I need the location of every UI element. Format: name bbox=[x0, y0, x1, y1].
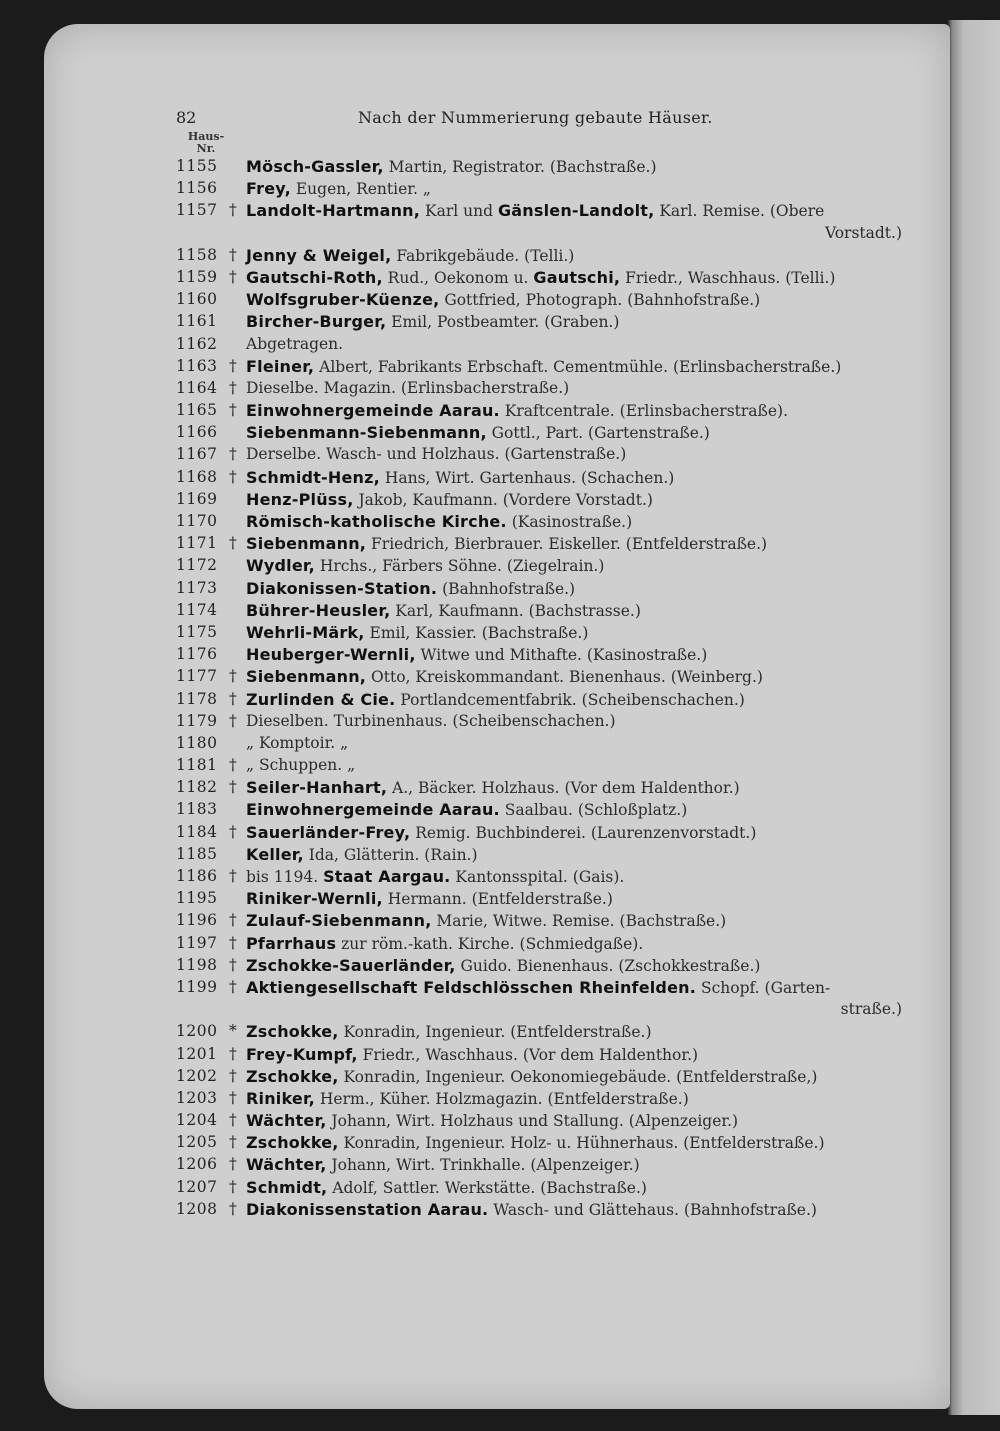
entry-mark: † bbox=[229, 1155, 237, 1174]
entry-details: Schopf. (Garten- bbox=[700, 978, 831, 997]
owner-name: Schmidt, bbox=[246, 1177, 328, 1197]
list-item bbox=[176, 1200, 910, 1222]
list-item bbox=[176, 867, 910, 889]
column-label-line2: Nr. bbox=[196, 142, 216, 155]
entry-details: Jakob, Kaufmann. (Vordere Vorstadt.) bbox=[358, 490, 653, 509]
house-number: 1178 bbox=[176, 689, 218, 708]
owner-name: Wehrli-Märk, bbox=[246, 622, 365, 642]
entry-text bbox=[246, 445, 626, 463]
house-number: 1197 bbox=[176, 933, 218, 952]
entry-text bbox=[246, 601, 641, 620]
list-item bbox=[176, 667, 910, 689]
house-number: 1168 bbox=[176, 467, 218, 486]
list-item bbox=[176, 934, 910, 956]
house-number: 1156 bbox=[176, 179, 218, 198]
entry-mark: † bbox=[229, 445, 237, 464]
list-item bbox=[176, 490, 910, 512]
house-number: 1167 bbox=[176, 445, 218, 464]
house-number: 1170 bbox=[176, 512, 218, 531]
list-item bbox=[176, 157, 910, 179]
owner-name: Zschokke-Sauerländer, bbox=[246, 955, 456, 975]
entry-mark: † bbox=[229, 356, 237, 375]
house-number: 1205 bbox=[176, 1133, 218, 1152]
house-number: 1182 bbox=[176, 778, 218, 797]
entry-details: Derselbe. Wasch- und Holzhaus. (Gartenstraße.) bbox=[246, 445, 627, 464]
entry-details: Hans, Wirt. Gartenhaus. (Schachen.) bbox=[384, 468, 675, 487]
entry-details: zur röm.-kath. Kirche. (Schmiedgaße). bbox=[341, 934, 644, 953]
entry-text bbox=[246, 1067, 817, 1086]
house-number: 1174 bbox=[176, 600, 218, 619]
list-item bbox=[176, 335, 910, 357]
house-number: 1159 bbox=[176, 267, 218, 286]
list-item bbox=[176, 911, 910, 933]
list-item bbox=[176, 623, 910, 645]
list-item bbox=[176, 956, 910, 978]
entry-details: Karl, Kaufmann. (Bachstrasse.) bbox=[395, 601, 641, 620]
entry-details: Konradin, Ingenieur. Oekonomiegebäude. (Entfelderstraße,) bbox=[343, 1067, 818, 1086]
house-list bbox=[176, 157, 910, 1222]
owner-name: Wächter, bbox=[246, 1155, 327, 1175]
entry-details: Eugen, Rentier. „ bbox=[295, 180, 431, 199]
house-number: 1186 bbox=[176, 867, 218, 886]
list-item bbox=[176, 690, 910, 712]
house-number: 1171 bbox=[176, 534, 218, 553]
owner-name: Siebenmann, bbox=[246, 534, 367, 554]
page-header bbox=[176, 108, 906, 128]
house-number: 1183 bbox=[176, 800, 218, 819]
house-number: 1157 bbox=[176, 201, 218, 220]
house-number: 1173 bbox=[176, 578, 218, 597]
house-number: 1158 bbox=[176, 245, 218, 264]
entry-details: Ida, Glätterin. (Rain.) bbox=[308, 845, 478, 864]
entry-details: Witwe und Mithafte. (Kasinostraße.) bbox=[420, 646, 708, 665]
list-item bbox=[176, 800, 910, 822]
owner-name: Aktiengesellschaft Feldschlösschen Rheinfelden. bbox=[246, 977, 697, 997]
entry-text bbox=[246, 579, 575, 598]
entry-details: (Kasinostraße.) bbox=[511, 513, 633, 532]
list-item bbox=[176, 823, 910, 845]
entry-mark: † bbox=[229, 1088, 237, 1107]
entry-text bbox=[246, 823, 756, 842]
entry-details: Fabrikgebäude. (Telli.) bbox=[396, 246, 575, 265]
entry-text bbox=[246, 889, 613, 908]
house-number: 1195 bbox=[176, 889, 218, 908]
owner-name: Zschokke, bbox=[246, 1022, 339, 1042]
entry-text bbox=[246, 756, 355, 774]
house-number: 1175 bbox=[176, 622, 218, 641]
entry-details: Remig. Buchbinderei. (Laurenzenvorstadt.) bbox=[415, 823, 757, 842]
owner-name: Diakonissen-Station. bbox=[246, 578, 438, 598]
owner-name: Zschokke, bbox=[246, 1066, 339, 1086]
list-item bbox=[176, 534, 910, 556]
entry-details: Guido. Bienenhaus. (Zschokkestraße.) bbox=[460, 956, 761, 975]
entry-text bbox=[246, 379, 569, 397]
entry-mark: † bbox=[229, 201, 237, 220]
entry-continuation: straße.) bbox=[840, 1000, 902, 1019]
list-item bbox=[176, 312, 910, 334]
house-number: 1169 bbox=[176, 489, 218, 508]
owner-name: Sauerländer-Frey, bbox=[246, 822, 411, 842]
entry-details: Friedrich, Bierbrauer. Eiskeller. (Entfelderstraße.) bbox=[371, 535, 768, 554]
list-item bbox=[176, 601, 910, 623]
entry-mark: † bbox=[229, 245, 237, 264]
entry-text bbox=[246, 1022, 652, 1041]
owner-name: Gautschi-Roth, bbox=[246, 267, 383, 287]
house-number: 1202 bbox=[176, 1066, 218, 1085]
entry-text bbox=[246, 157, 657, 176]
entry-details: Dieselben. Turbinenhaus. (Scheibenschachen.) bbox=[246, 711, 616, 730]
owner-name: Landolt-Hartmann, bbox=[246, 201, 421, 221]
entry-details: Dieselbe. Magazin. (Erlinsbacherstraße.) bbox=[246, 378, 570, 397]
entry-details: Saalbau. (Schloßplatz.) bbox=[504, 801, 688, 820]
entry-mark: † bbox=[229, 689, 237, 708]
list-item bbox=[176, 1067, 910, 1089]
entry-text bbox=[246, 1111, 738, 1130]
owner-name: Riniker-Wernli, bbox=[246, 889, 383, 909]
entry-text bbox=[246, 268, 835, 287]
list-item bbox=[176, 1155, 910, 1177]
owner-name: Keller, bbox=[246, 844, 304, 864]
entry-details: Johann, Wirt. Trinkhalle. (Alpenzeiger.) bbox=[331, 1156, 640, 1175]
owner-name: Wächter, bbox=[246, 1111, 327, 1131]
entry-details-secondary: Karl. Remise. (Obere bbox=[659, 202, 825, 221]
owner-name: Bührer-Heusler, bbox=[246, 600, 391, 620]
owner-name: Römisch-katholische Kirche. bbox=[246, 512, 507, 532]
list-item bbox=[176, 645, 910, 667]
owner-name: Siebenmann-Siebenmann, bbox=[246, 423, 487, 443]
entry-text bbox=[246, 1089, 689, 1108]
entry-mark: † bbox=[229, 955, 237, 974]
entry-text bbox=[246, 401, 788, 420]
list-item bbox=[176, 845, 910, 867]
entry-details: Hrchs., Färbers Söhne. (Ziegelrain.) bbox=[319, 557, 605, 576]
house-number: 1160 bbox=[176, 290, 218, 309]
entry-text bbox=[246, 690, 745, 709]
list-item bbox=[176, 978, 910, 1022]
entry-details: Marie, Witwe. Remise. (Bachstraße.) bbox=[436, 912, 727, 931]
owner-name: Zschokke, bbox=[246, 1133, 339, 1153]
entry-mark: † bbox=[229, 822, 237, 841]
entry-text bbox=[246, 1045, 698, 1064]
house-number: 1200 bbox=[176, 1022, 218, 1041]
list-item bbox=[176, 290, 910, 312]
column-label-house-number bbox=[180, 131, 232, 155]
entry-text bbox=[246, 512, 632, 531]
entry-text bbox=[246, 778, 740, 797]
entry-text bbox=[246, 734, 348, 752]
house-number: 1204 bbox=[176, 1111, 218, 1130]
house-number: 1206 bbox=[176, 1155, 218, 1174]
entry-details: Emil, Postbeamter. (Graben.) bbox=[391, 313, 620, 332]
entry-text bbox=[246, 1200, 817, 1219]
list-item bbox=[176, 401, 910, 423]
column-label-line1: Haus- bbox=[187, 130, 225, 143]
house-number: 1207 bbox=[176, 1177, 218, 1196]
entry-text bbox=[246, 911, 726, 930]
entry-mark: † bbox=[229, 711, 237, 730]
entry-mark: † bbox=[229, 378, 237, 397]
entry-details: Rud., Oekonom u. bbox=[387, 268, 534, 287]
entry-mark: † bbox=[229, 977, 237, 996]
house-number: 1161 bbox=[176, 312, 218, 331]
entry-mark: † bbox=[229, 1177, 237, 1196]
house-number: 1196 bbox=[176, 911, 218, 930]
owner-name: Bircher-Burger, bbox=[246, 312, 387, 332]
owner-name-secondary: Gautschi, bbox=[533, 267, 621, 287]
owner-name: Seiler-Hanhart, bbox=[246, 778, 388, 798]
entry-mark: † bbox=[229, 667, 237, 686]
entry-details: „ Schuppen. „ bbox=[246, 756, 356, 775]
list-item bbox=[176, 512, 910, 534]
list-item bbox=[176, 1089, 910, 1111]
entry-details: (Bahnhofstraße.) bbox=[442, 579, 576, 598]
house-number: 1172 bbox=[176, 556, 218, 575]
owner-name: Mösch-Gassler, bbox=[246, 157, 384, 176]
owner-name: Frey-Kumpf, bbox=[246, 1044, 358, 1064]
entry-details-secondary: Kantonsspital. (Gais). bbox=[455, 868, 625, 887]
entry-continuation: Vorstadt.) bbox=[824, 223, 902, 242]
entry-mark: † bbox=[229, 534, 237, 553]
entry-details: Herm., Küher. Holzmagazin. (Entfelderstraße.) bbox=[319, 1089, 689, 1108]
entry-details: A., Bäcker. Holzhaus. (Vor dem Haldenthor.) bbox=[392, 779, 740, 798]
entry-text bbox=[246, 934, 643, 953]
owner-name: Jenny & Weigel, bbox=[246, 245, 392, 265]
list-item bbox=[176, 379, 910, 401]
entry-details: Karl und bbox=[425, 202, 498, 221]
entry-details: Abgetragen. bbox=[246, 334, 344, 353]
list-item bbox=[176, 1111, 910, 1133]
owner-name: Diakonissenstation Aarau. bbox=[246, 1199, 489, 1219]
entry-details: Adolf, Sattler. Werkstätte. (Bachstraße.) bbox=[332, 1178, 647, 1197]
entry-mark: † bbox=[229, 1133, 237, 1152]
entry-mark: † bbox=[229, 778, 237, 797]
entry-text bbox=[246, 845, 478, 864]
house-number: 1179 bbox=[176, 711, 218, 730]
owner-name: Henz-Plüss, bbox=[246, 489, 354, 509]
list-item bbox=[176, 246, 910, 268]
entry-text bbox=[246, 867, 624, 886]
entry-text bbox=[246, 800, 687, 819]
house-number: 1155 bbox=[176, 157, 218, 175]
entry-mark: † bbox=[229, 401, 237, 420]
entry-text bbox=[246, 623, 588, 642]
entry-details: Gottfried, Photograph. (Bahnhofstraße.) bbox=[444, 291, 761, 310]
owner-name: Wolfsgruber-Küenze, bbox=[246, 290, 440, 310]
list-item bbox=[176, 268, 910, 290]
entry-mark: † bbox=[229, 911, 237, 930]
entry-text bbox=[246, 534, 767, 553]
owner-name: Frey, bbox=[246, 179, 291, 199]
house-number: 1198 bbox=[176, 955, 218, 974]
entry-text bbox=[246, 1178, 647, 1197]
entry-text bbox=[246, 468, 674, 487]
list-item bbox=[176, 468, 910, 490]
house-number: 1164 bbox=[176, 378, 218, 397]
house-number: 1199 bbox=[176, 977, 218, 996]
owner-name-secondary: Gänslen-Landolt, bbox=[497, 201, 655, 221]
owner-name: Riniker, bbox=[246, 1088, 315, 1108]
page-number: 82 bbox=[176, 108, 197, 127]
entry-text bbox=[246, 712, 616, 730]
entry-text bbox=[246, 357, 841, 376]
entry-mark: † bbox=[229, 1066, 237, 1085]
list-item bbox=[176, 1045, 910, 1067]
entry-text bbox=[246, 201, 824, 220]
entry-details: Emil, Kassier. (Bachstraße.) bbox=[369, 623, 589, 642]
entry-details: bis 1194. bbox=[246, 868, 324, 887]
house-number: 1203 bbox=[176, 1088, 218, 1107]
house-number: 1208 bbox=[176, 1199, 218, 1218]
entry-text bbox=[246, 423, 710, 442]
entry-details: Gottl., Part. (Gartenstraße.) bbox=[491, 424, 710, 443]
entry-details: Portlandcementfabrik. (Scheibenschachen.) bbox=[400, 690, 745, 709]
house-number: 1184 bbox=[176, 822, 218, 841]
list-item bbox=[176, 1022, 910, 1044]
entry-text bbox=[246, 1155, 640, 1174]
house-number: 1165 bbox=[176, 401, 218, 420]
entry-text bbox=[246, 978, 830, 997]
house-number: 1185 bbox=[176, 844, 218, 863]
entry-mark: † bbox=[229, 933, 237, 952]
entry-text bbox=[246, 179, 431, 198]
running-title: Nach der Nummerierung gebaute Häuser. bbox=[358, 108, 713, 127]
list-item bbox=[176, 734, 910, 756]
list-item bbox=[176, 357, 910, 379]
entry-text bbox=[246, 645, 707, 664]
entry-text bbox=[246, 956, 760, 975]
list-item bbox=[176, 1133, 910, 1155]
list-item bbox=[176, 423, 910, 445]
entry-details: Albert, Fabrikants Erbschaft. Cementmühle. (Erlinsbacherstraße.) bbox=[319, 357, 842, 376]
entry-mark: † bbox=[229, 867, 237, 886]
list-item bbox=[176, 756, 910, 778]
entry-mark: † bbox=[229, 1111, 237, 1130]
entry-details: Martin, Registrator. (Bachstraße.) bbox=[388, 158, 657, 176]
entry-details: Otto, Kreiskommandant. Bienenhaus. (Weinberg.) bbox=[371, 668, 763, 687]
list-item bbox=[176, 778, 910, 800]
entry-mark: * bbox=[229, 1022, 237, 1041]
list-item bbox=[176, 889, 910, 911]
entry-details: Hermann. (Entfelderstraße.) bbox=[387, 890, 613, 909]
list-item bbox=[176, 712, 910, 734]
owner-name: Siebenmann, bbox=[246, 667, 367, 687]
house-number: 1177 bbox=[176, 667, 218, 686]
entry-text bbox=[246, 335, 343, 353]
owner-name: Wydler, bbox=[246, 556, 315, 576]
owner-name: Zurlinden & Cie. bbox=[246, 689, 396, 709]
entry-mark: † bbox=[229, 267, 237, 286]
list-item bbox=[176, 201, 910, 245]
list-item bbox=[176, 556, 910, 578]
entry-details: Konradin, Ingenieur. (Entfelderstraße.) bbox=[343, 1023, 652, 1042]
entry-text bbox=[246, 667, 763, 686]
entry-mark: † bbox=[229, 1199, 237, 1218]
owner-name: Pfarrhaus bbox=[246, 933, 337, 953]
adjacent-page-edge bbox=[948, 20, 1000, 1415]
house-number: 1201 bbox=[176, 1044, 218, 1063]
entry-details: Kraftcentrale. (Erlinsbacherstraße). bbox=[504, 402, 789, 421]
house-number: 1163 bbox=[176, 356, 218, 375]
entry-details: „ Komptoir. „ bbox=[246, 733, 349, 752]
entry-details: Johann, Wirt. Holzhaus und Stallung. (Alpenzeiger.) bbox=[331, 1112, 739, 1131]
house-number: 1181 bbox=[176, 756, 218, 775]
list-item bbox=[176, 579, 910, 601]
list-item bbox=[176, 179, 910, 201]
entry-text bbox=[246, 246, 574, 265]
entry-text bbox=[246, 1133, 825, 1152]
entry-text bbox=[246, 312, 619, 331]
entry-details: Friedr., Waschhaus. (Vor dem Haldenthor.) bbox=[362, 1045, 699, 1064]
entry-text bbox=[246, 490, 653, 509]
owner-name: Heuberger-Wernli, bbox=[246, 645, 416, 665]
house-number: 1166 bbox=[176, 423, 218, 442]
entry-mark: † bbox=[229, 756, 237, 775]
house-number: 1180 bbox=[176, 733, 218, 752]
house-number: 1176 bbox=[176, 645, 218, 664]
entry-details: Wasch- und Glättehaus. (Bahnhofstraße.) bbox=[493, 1200, 817, 1219]
owner-name: Einwohnergemeinde Aarau. bbox=[246, 800, 500, 820]
owner-name: Einwohnergemeinde Aarau. bbox=[246, 401, 500, 421]
house-number: 1162 bbox=[176, 334, 218, 353]
entry-text bbox=[246, 290, 760, 309]
entry-details: Konradin, Ingenieur. Holz- u. Hühnerhaus. (Entfelderstraße.) bbox=[343, 1134, 825, 1153]
owner-name-secondary: Staat Aargau. bbox=[323, 867, 451, 887]
owner-name: Schmidt-Henz, bbox=[246, 467, 380, 487]
list-item bbox=[176, 1178, 910, 1200]
owner-name: Fleiner, bbox=[246, 356, 315, 376]
owner-name: Zulauf-Siebenmann, bbox=[246, 911, 432, 931]
list-item bbox=[176, 445, 910, 467]
entry-mark: † bbox=[229, 1044, 237, 1063]
entry-text bbox=[246, 556, 604, 575]
entry-details-secondary: Friedr., Waschhaus. (Telli.) bbox=[625, 268, 836, 287]
entry-mark: † bbox=[229, 467, 237, 486]
